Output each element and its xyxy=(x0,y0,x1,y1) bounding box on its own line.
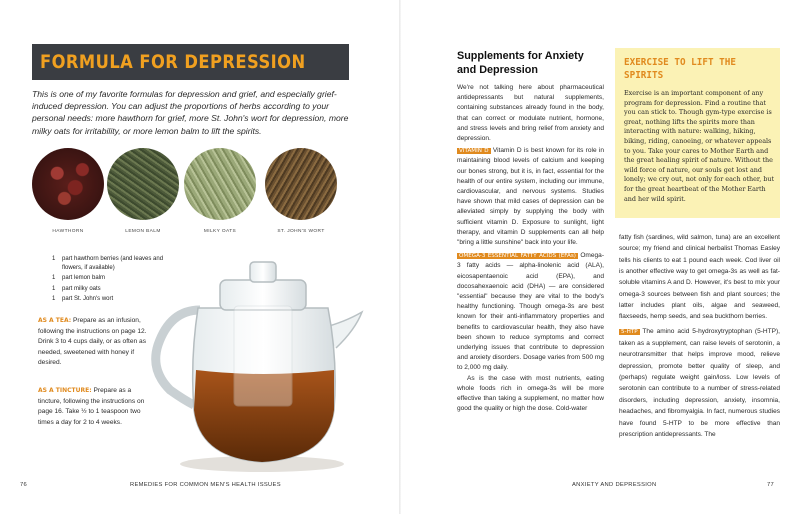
page-number-right: 77 xyxy=(767,482,775,488)
ingredient-item: 1 part lemon balm xyxy=(52,275,106,282)
lemon-balm-photo xyxy=(107,148,179,220)
vitamin-d-paragraph: VITAMIN D Vitamin D is best known for its role in maintaining blood levels of calcium and keeping our bones strong, but it is, in fact, essential for the health of our entire system, including our immune, cardiovascular, and nervous systems. Studies have shown that mild cases of depression can be alleviated simply by supplying the body with sufficient vitamin D. Exposure to sunlight, light therapy, and vitamin D supplements can all help "bring a little sunshine" back into your life. xyxy=(457,147,604,247)
hawthorn-berries-photo xyxy=(32,148,104,220)
as-tincture-lead: AS A TINCTURE: xyxy=(38,387,92,394)
page-number-left: 76 xyxy=(20,482,28,488)
as-tea-lead: AS A TEA: xyxy=(38,317,72,324)
section-intro: We're not talking here about pharmaceutical antidepressants but natural supplements, containing substances already found in the body, that can correct or modulate nutrient, hormone, and stress levels and bring relief from anxiety and depression. xyxy=(457,84,604,143)
omega-paragraph: OMEGA-3 ESSENTIAL FATTY ACIDS (EFAs) Omega-3 fatty acids — alpha-linolenic acid (ALA), eicosapentaenoic acid (EPA), and docosahexaenoic acid (DHA) — are considered "essential" because they are vital to the body's healthy functioning. Though omega-3s are best known for their anti-inflammatory properties and benefits to cardiovascular health, they also have been shown to reduce symptoms and correct underlying issues that contribute to depression and anxiety disorders. Dosage varies from 500 mg to 2,000 mg daily. xyxy=(457,252,604,372)
milky-oats-photo xyxy=(184,148,256,220)
running-title-left: REMEDIES FOR COMMON MEN'S HEALTH ISSUES xyxy=(130,482,281,488)
omega-tag: OMEGA-3 ESSENTIAL FATTY ACIDS (EFAs) xyxy=(459,253,576,260)
recipe-title-bar xyxy=(32,44,349,80)
st-johns-wort-photo xyxy=(265,148,337,220)
as-tea-instructions: AS A TEA: Prepare as an infusion, following the instructions on page 12. Drink 3 to 4 cups daily, or as often as needed, sweetened with honey if desired. xyxy=(38,317,147,367)
recipe-title: FORMULA FOR DEPRESSION xyxy=(40,51,306,73)
section-title: Supplements for Anxiety and Depression xyxy=(457,50,584,76)
as-tincture-instructions: AS A TINCTURE: Prepare as a tincture, following the instructions on page 16. Take ½ to 1 teaspoon two times a day for 2 to 4 weeks. xyxy=(38,387,145,426)
omega-paragraph-2: As is the case with most nutrients, eating whole foods rich in omega-3s will be more effective than taking a supplement, no matter how good the quality or high the dose. Cold-water xyxy=(457,374,604,413)
omega-continued: fatty fish (sardines, wild salmon, tuna) are an excellent source; my friend and clinical herbalist Thomas Easley tells his clients to eat 1 pound each week. Cod liver oil is another effective way to get omega-3s as well as fat-soluble vitamins A and D. However, it's best to mix your omega-3 sources between fish and plant sources; the latter includes plant oils, algae and seaweed, flaxseeds, hemp seeds, and sea buckthorn berries. xyxy=(619,234,780,321)
sidebar-body: Exercise is an important component of any program for depression. Find a routine that you can stick to. Though gym-type exercise is great, nothing lifts the spirits more than interacting with nature: walking, hiking, biking, riding, canoeing, or whatever appeals to you. Take your cares to Mother Earth and the great healing spirit of nature. Without the wild force of nature, our souls get lost and lonely; we cry out, not only for each other, but for the great heartbeat of the Mother Earth and her wild spirit. xyxy=(624,89,775,203)
htp-tag: 5-HTP xyxy=(621,328,638,335)
ingredient-item: 1 part hawthorn berries (and leaves and flowers, if available) xyxy=(52,256,164,272)
exercise-sidebar xyxy=(615,48,780,218)
left-column xyxy=(457,83,604,415)
recipe-intro: This is one of my favorite formulas for depression and grief, and especially grief-induced depression. You can adjust the proportions of herbs according to your personal needs: more hawthorn for grief, more St. John's wort for depression, more milky oats for irritability, or more lemon balm to lift the spirits. xyxy=(32,89,349,136)
right-column xyxy=(619,232,780,440)
sidebar-title: EXERCISE TO LIFT THE SPIRITS xyxy=(624,57,736,81)
right-page xyxy=(400,0,800,514)
herb-label: MILKY OATS xyxy=(203,229,237,234)
htp-paragraph: 5-HTP The amino acid 5-hydroxytryptophan (5-HTP), taken as a supplement, can raise levels of serotonin, a neurotransmitter that helps improve mood, relieve depression, promote better quality of sleep, and (perhaps) regulate weight gain/loss. Low levels of serotonin can contribute to a number of stress-related disorders, including depression, anxiety, insomnia, headaches, and fibromyalgia. In fact, numerous studies have found 5-HTP to be more effective than prescription antidepressants. The xyxy=(619,327,780,438)
vitamin-d-tag: VITAMIN D xyxy=(459,148,489,155)
herb-label: ST. JOHN'S WORT xyxy=(277,229,325,234)
ingredient-item: 1 part St. John's wort xyxy=(52,295,114,302)
teapot-photo xyxy=(150,250,370,475)
running-title-right: ANXIETY AND DEPRESSION xyxy=(572,482,657,488)
ingredient-item: 1 part milky oats xyxy=(52,285,101,292)
herb-label: HAWTHORN xyxy=(52,229,84,234)
herb-label: LEMON BALM xyxy=(125,229,161,234)
